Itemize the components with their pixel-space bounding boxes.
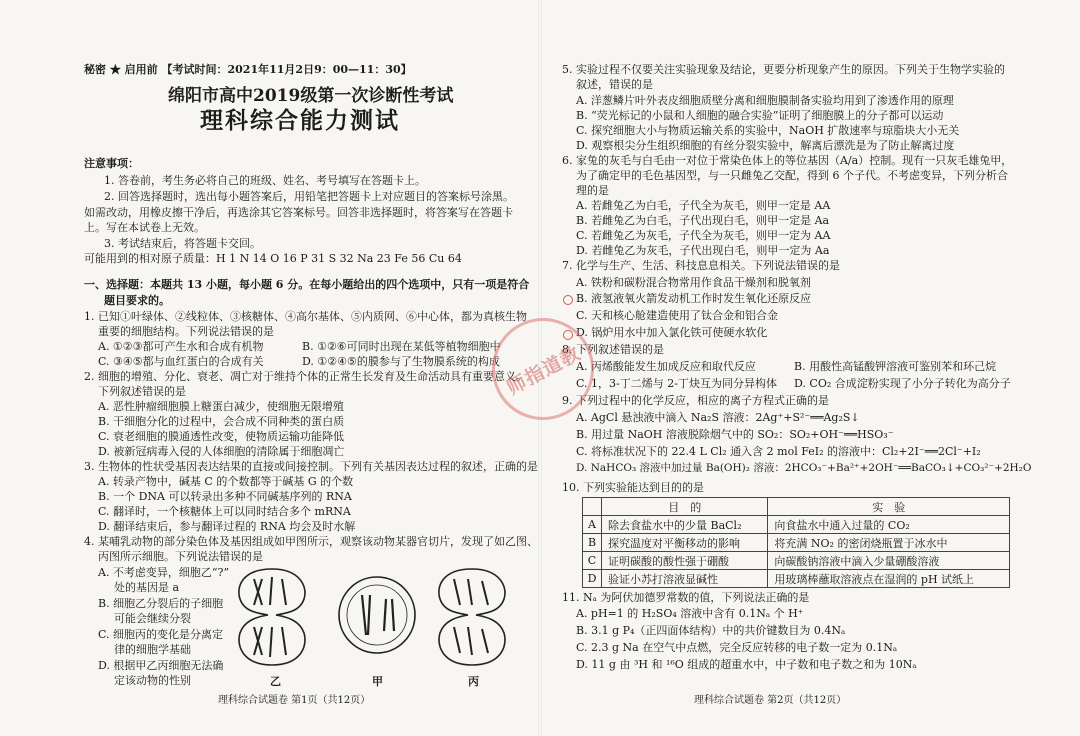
- fig-label-yi: 乙: [270, 675, 281, 688]
- q5-option-b: B. “荧光标记的小鼠和人细胞的融合实验”证明了细胞膜上的分子都可以运动: [576, 109, 944, 122]
- q2-option-a: A. 恶性肿瘤细胞膜上糖蛋白减少，使细胞无限增殖: [98, 400, 344, 413]
- q6-stem: 理的是: [576, 184, 609, 197]
- q11-option-a: A. pH=1 的 H₂SO₄ 溶液中含有 0.1Nₐ 个 H⁺: [576, 607, 804, 620]
- q4-stem: 丙图所示细胞。下列说法错误的是: [98, 550, 263, 563]
- q7-stem: 7. 化学与生产、生活、科技息息相关。下列说法错误的是: [562, 259, 840, 272]
- table-cell: B: [583, 534, 602, 552]
- mark-circle: [563, 330, 573, 340]
- q11-option-c: C. 2.3 g Na 在空气中点燃，完全反应转移的电子数一定为 0.1Nₐ: [576, 641, 898, 654]
- q4-option-a: A. 不考虑变异，细胞乙“?”: [98, 566, 230, 579]
- fig-label-jia: 甲: [372, 675, 383, 688]
- q4-option-d: D. 根据甲乙丙细胞无法确: [98, 659, 224, 672]
- table-cell: D: [583, 570, 602, 588]
- q1-stem: 重要的细胞结构。下列说法错误的是: [98, 325, 274, 338]
- q4-option-c: C. 细胞丙的变化是分离定: [98, 628, 224, 641]
- table-cell: 用玻璃棒蘸取溶液点在湿润的 pH 试纸上: [768, 570, 1010, 588]
- q5-option-d: D. 观察根尖分生组织细胞的有丝分裂实验中，解离后漂洗是为了防止解离过度: [576, 139, 955, 152]
- table-cell: 将充满 NO₂ 的密闭烧瓶置于冰水中: [768, 534, 1010, 552]
- exam-subtitle: 理科综合能力测试: [200, 107, 400, 134]
- note-line: 2. 回答选择题时，选出每小题答案后，用铅笔把答题卡上对应题目的答案标号涂黑。: [104, 190, 514, 203]
- q8-stem: 8. 下列叙述错误的是: [562, 343, 664, 356]
- table-header-cell: [583, 498, 602, 516]
- note-line: 上。写在本试卷上无效。: [84, 221, 205, 234]
- page-2: [540, 0, 1080, 736]
- cell-jia: [339, 577, 415, 653]
- q6-stem: 为了确定甲的毛色基因型，与一只雌兔乙交配，得到 6 个子代。不考虑变异，下列分析合: [576, 169, 1008, 182]
- table-row: [583, 570, 1010, 588]
- q4-option-b: B. 细胞乙分裂后的子细胞: [98, 597, 224, 610]
- q4-stem: 4. 某哺乳动物的部分染色体及基因组成如甲图所示，观察该动物某器官切片，发现了如乙图、: [84, 535, 538, 548]
- q3-option-d: D. 翻译结束后，参与翻译过程的 RNA 均会及时水解: [98, 520, 356, 533]
- q8-option-a: A. 丙烯酸能发生加成反应和取代反应: [576, 360, 756, 373]
- q2-option-d: D. 被新冠病毒入侵的人体细胞的清除属于细胞凋亡: [98, 445, 345, 458]
- q11-option-b: B. 3.1 g P₄（正四面体结构）中的共价键数目为 0.4Nₐ: [576, 624, 846, 637]
- q1-option-d: D. ①②④⑤的膜参与了生物膜系统的构成: [302, 355, 500, 368]
- secret-header: 秘密 ★ 启用前 【考试时间：2021年11月2日9：00—11：30】: [84, 63, 412, 76]
- table-header-cell: 目 的: [602, 498, 768, 516]
- q10-stem: 10. 下列实验能达到目的的是: [562, 481, 704, 494]
- q5-stem: 5. 实验过程不仅要关注实验现象及结论，更要分析现象产生的原因。下列关于生物学实验的: [562, 63, 1005, 76]
- q7-option-d: D. 锅炉用水中加入氯化铁可使硬水软化: [576, 326, 768, 339]
- q10-table: [582, 497, 1010, 588]
- q3-option-a: A. 转录产物中，碱基 C 的个数都等于碱基 G 的个数: [98, 475, 354, 488]
- table-cell: 向食盐水中通入过量的 CO₂: [768, 516, 1010, 534]
- q2-stem: 下列叙述错误的是: [98, 385, 186, 398]
- q5-stem: 叙述，错误的是: [576, 78, 653, 91]
- section-heading-cont: 题目要求的。: [104, 294, 170, 307]
- q6-option-d: D. 若雌兔乙为灰毛，子代出现白毛，则甲一定为 Aa: [576, 244, 830, 257]
- q4-cell-figures: [232, 565, 522, 673]
- table-cell: C: [583, 552, 602, 570]
- note-line: 1. 答卷前，考生务必将自己的班级、姓名、考号填写在答题卡上。: [104, 174, 426, 187]
- table-cell: 向碳酸钠溶液中滴入少量硼酸溶液: [768, 552, 1010, 570]
- q11-option-d: D. 11 g 由 ³H 和 ¹⁶O 组成的超重水中，中子数和电子数之和为 10Nₐ: [576, 658, 917, 671]
- section-heading: 一、选择题：本题共 13 小题，每小题 6 分。在每小题给出的四个选项中，只有一项是符合: [84, 278, 530, 291]
- q1-stem: 1. 已知①叶绿体、②线粒体、③核糖体、④高尔基体、⑤内质网、⑥中心体，都为真核生物: [84, 310, 527, 323]
- mark-circle: [563, 295, 573, 305]
- q5-option-c: C. 探究细胞大小与物质运输关系的实验中，NaOH 扩散速率与琼脂块大小无关: [576, 124, 960, 137]
- table-row: [583, 534, 1010, 552]
- q11-stem: 11. Nₐ 为阿伏加德罗常数的值，下列说法正确的是: [562, 591, 810, 604]
- q9-stem: 9. 下列过程中的化学反应，相应的离子方程式正确的是: [562, 394, 829, 407]
- q9-option-c: C. 将标准状况下的 22.4 L Cl₂ 通入含 2 mol FeI₂ 的溶液中：Cl₂+2I⁻══2Cl⁻+I₂: [576, 445, 981, 458]
- q2-stem: 2. 细胞的增殖、分化、衰老、凋亡对于维持个体的正常生长发育及生命活动具有重要意义。: [84, 370, 527, 383]
- cell-yi: [239, 569, 305, 665]
- atomic-masses: 可能用到的相对原子质量：H 1 N 14 O 16 P 31 S 32 Na 23 Fe 56 Cu 64: [84, 252, 462, 265]
- q2-option-c: C. 衰老细胞的膜通透性改变，使物质运输功能降低: [98, 430, 345, 443]
- q6-option-a: A. 若雌兔乙为白毛，子代全为灰毛，则甲一定是 AA: [576, 199, 831, 212]
- note-line: 3. 考试结束后，将答题卡交回。: [104, 237, 261, 250]
- q9-option-a: A. AgCl 悬浊液中滴入 Na₂S 溶液：2Ag⁺+S²⁻══Ag₂S↓: [576, 411, 860, 424]
- table-cell: 证明碳酸的酸性强于硼酸: [602, 552, 768, 570]
- table-cell: 除去食盐水中的少量 BaCl₂: [602, 516, 768, 534]
- q2-option-b: B. 干细胞分化的过程中，会合成不同种类的蛋白质: [98, 415, 345, 428]
- table-row: [583, 552, 1010, 570]
- table-cell: 验证小苏打溶液显碱性: [602, 570, 768, 588]
- q7-option-a: A. 铁粉和碳粉混合物常用作食品干燥剂和脱氧剂: [576, 276, 811, 289]
- fig-label-bing: 丙: [468, 675, 479, 688]
- q1-option-b: B. ①②⑥可同时出现在某低等植物细胞中: [302, 340, 501, 353]
- q3-option-c: C. 翻译时，一个核糖体上可以同时结合多个 mRNA: [98, 505, 351, 518]
- note-line: 如需改动，用橡皮擦干净后，再选涂其它答案标号。回答非选择题时，将答案写在答题卡: [84, 206, 513, 219]
- q6-stem: 6. 家兔的灰毛与白毛由一对位于常染色体上的等位基因（A/a）控制。现有一只灰毛雄兔甲，: [562, 154, 1013, 167]
- page-footer: 理科综合试题卷 第1页（共12页）: [218, 695, 371, 706]
- page-footer: 理科综合试题卷 第2页（共12页）: [694, 695, 847, 706]
- q3-stem: 3. 生物体的性状受基因表达结果的直接或间接控制。下列有关基因表达过程的叙述，正确的是: [84, 460, 538, 473]
- q4-option-b-cont: 可能会继续分裂: [114, 612, 191, 625]
- q1-option-a: A. ①②③都可产生水和合成有机物: [98, 340, 264, 353]
- q7-option-c: C. 天和核心舱建造使用了钛合金和铝合金: [576, 309, 779, 322]
- watermark-text: 师指道教: [503, 341, 585, 399]
- q8-option-d: D. CO₂ 合成淀粉实现了小分子转化为高分子: [794, 377, 1011, 390]
- table-cell: 探究温度对平衡移动的影响: [602, 534, 768, 552]
- table-row: [583, 516, 1010, 534]
- q3-option-b: B. 一个 DNA 可以转录出多种不同碱基序列的 RNA: [98, 490, 352, 503]
- q4-option-c-cont: 律的细胞学基础: [114, 643, 191, 656]
- notes-title: 注意事项：: [84, 157, 139, 170]
- cell-bing: [439, 569, 505, 665]
- q4-option-a-cont: 处的基因是 a: [114, 581, 180, 594]
- exam-title: 绵阳市高中2019级第一次诊断性考试: [168, 86, 454, 106]
- q6-option-c: C. 若雌兔乙为灰毛，子代全为灰毛，则甲一定为 AA: [576, 229, 831, 242]
- q6-option-b: B. 若雌兔乙为白毛，子代出现白毛，则甲一定是 Aa: [576, 214, 830, 227]
- table-header-row: [583, 498, 1010, 516]
- q7-option-b: B. 液氢液氧火箭发动机工作时发生氧化还原反应: [576, 292, 812, 305]
- q1-option-c: C. ③④⑤都与血红蛋白的合成有关: [98, 355, 264, 368]
- q4-option-d-cont: 定该动物的性别: [114, 674, 191, 687]
- q9-option-d: D. NaHCO₃ 溶液中加过量 Ba(OH)₂ 溶液：2HCO₃⁻+Ba²⁺+2OH⁻══BaCO₃↓+CO₃²⁻+2H₂O: [576, 462, 1032, 474]
- q8-option-b: B. 用酸性高锰酸钾溶液可鉴别苯和环己烷: [794, 360, 997, 373]
- q5-option-a: A. 洋葱鳞片叶外表皮细胞质壁分离和细胞膜制备实验均用到了渗透作用的原理: [576, 94, 954, 107]
- q9-option-b: B. 用过量 NaOH 溶液脱除烟气中的 SO₂：SO₂+OH⁻══HSO₃⁻: [576, 428, 894, 441]
- q8-option-c: C. 1，3-丁二烯与 2-丁炔互为同分异构体: [576, 377, 777, 390]
- table-cell: A: [583, 516, 602, 534]
- table-header-cell: 实 验: [768, 498, 1010, 516]
